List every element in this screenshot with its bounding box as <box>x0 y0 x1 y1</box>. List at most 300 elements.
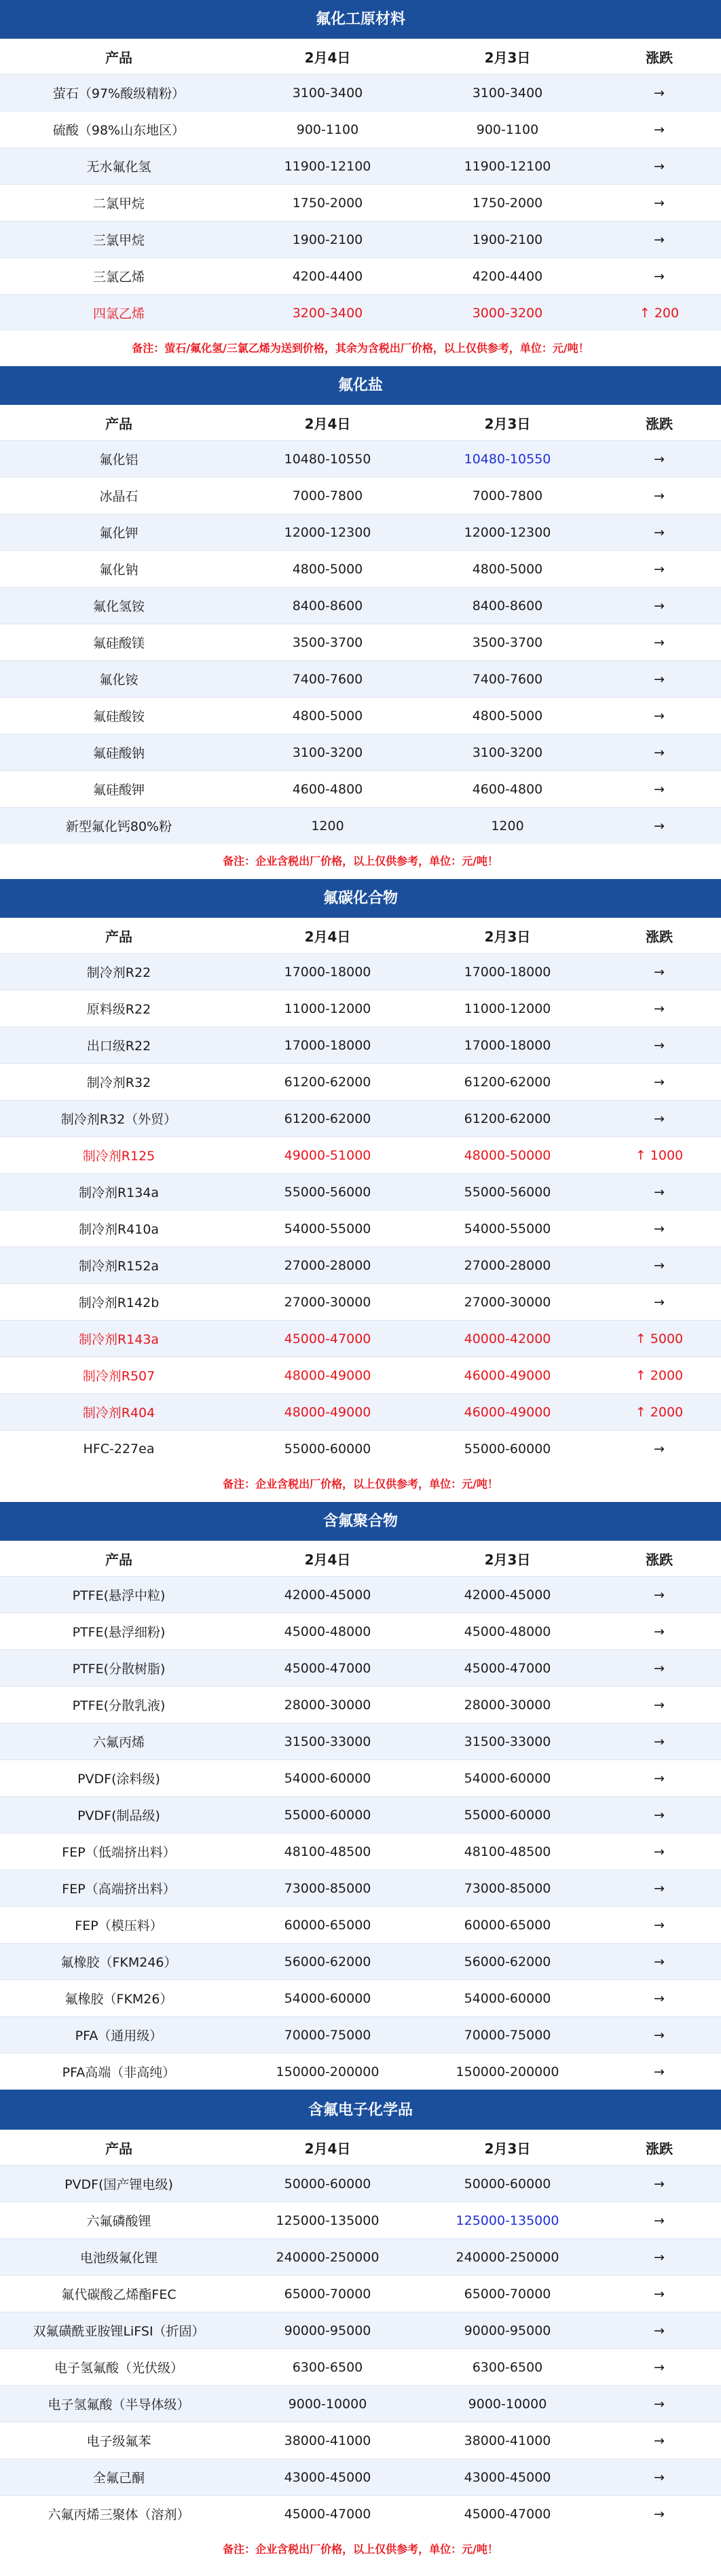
table-row <box>0 1687 721 1723</box>
product-name: 全氟己酮 <box>0 2459 238 2496</box>
price-date-2: 1200 <box>418 808 597 844</box>
table-row <box>0 1833 721 1870</box>
table-row <box>0 1357 721 1394</box>
header-change: 涨跌 <box>646 415 673 432</box>
price-date-2: 45000-48000 <box>418 1613 597 1650</box>
price-date-2: 54000-55000 <box>418 1211 597 1247</box>
header-change: 涨跌 <box>646 1551 673 1568</box>
price-change: → <box>597 2422 721 2459</box>
price-date-2: 125000-135000 <box>418 2202 597 2239</box>
price-date-2: 65000-70000 <box>418 2276 597 2312</box>
price-change: → <box>597 1980 721 2017</box>
price-date-2: 17000-18000 <box>418 954 597 990</box>
price-date-1: 27000-30000 <box>238 1284 418 1321</box>
price-date-2: 900-1100 <box>418 111 597 148</box>
price-date-2: 1900-2100 <box>418 221 597 258</box>
table-row <box>0 954 721 990</box>
price-date-1: 49000-51000 <box>238 1137 418 1174</box>
price-change: → <box>597 1687 721 1723</box>
price-date-2: 11000-12000 <box>418 990 597 1027</box>
table-row <box>0 2496 721 2533</box>
product-name: 硫酸（98%山东地区） <box>0 111 238 148</box>
table-row <box>0 148 721 185</box>
price-date-1: 900-1100 <box>238 111 418 148</box>
product-name: 氟橡胶（FKM246） <box>0 1944 238 1980</box>
table-row <box>0 111 721 148</box>
price-change: → <box>597 2054 721 2090</box>
price-date-2: 60000-65000 <box>418 1907 597 1944</box>
price-date-2: 27000-30000 <box>418 1284 597 1321</box>
price-change: → <box>597 2202 721 2239</box>
section-title: 含氟聚合物 <box>0 1502 721 1541</box>
price-date-1: 61200-62000 <box>238 1101 418 1137</box>
price-date-1: 4800-5000 <box>238 698 418 734</box>
price-change: → <box>597 2349 721 2386</box>
header-row <box>0 405 721 441</box>
table-row <box>0 1650 721 1687</box>
header-product: 产品 <box>105 415 132 432</box>
price-change: → <box>597 258 721 295</box>
price-date-2: 45000-47000 <box>418 2496 597 2533</box>
product-name: 萤石（97%酸级精粉） <box>0 75 238 111</box>
price-change: → <box>597 2459 721 2496</box>
product-name: PTFE(悬浮细粉) <box>0 1613 238 1650</box>
price-date-2: 4800-5000 <box>418 551 597 588</box>
price-date-1: 7400-7600 <box>238 661 418 698</box>
table-row <box>0 2349 721 2386</box>
price-date-1: 45000-48000 <box>238 1613 418 1650</box>
price-date-1: 17000-18000 <box>238 1027 418 1064</box>
product-name: PTFE(悬浮中粒) <box>0 1577 238 1613</box>
table-row <box>0 185 721 221</box>
price-date-2: 240000-250000 <box>418 2239 597 2276</box>
product-name: 氟硅酸铵 <box>0 698 238 734</box>
price-change: → <box>597 1577 721 1613</box>
header-product: 产品 <box>105 49 132 66</box>
price-date-1: 56000-62000 <box>238 1944 418 1980</box>
table-row <box>0 1137 721 1174</box>
price-date-2: 28000-30000 <box>418 1687 597 1723</box>
table-row <box>0 1907 721 1944</box>
table-row <box>0 1284 721 1321</box>
price-date-2: 31500-33000 <box>418 1723 597 1760</box>
price-change: → <box>597 588 721 624</box>
price-date-2: 4200-4400 <box>418 258 597 295</box>
section-note: 备注：企业含税出厂价格，以上仅供参考，单位：元/吨！ <box>0 844 721 879</box>
price-date-2: 54000-60000 <box>418 1760 597 1797</box>
product-name: 氟化铝 <box>0 441 238 478</box>
price-date-1: 10480-10550 <box>238 441 418 478</box>
price-date-2: 6300-6500 <box>418 2349 597 2386</box>
price-table <box>0 1541 721 2090</box>
price-table <box>0 405 721 844</box>
product-name: HFC-227ea <box>0 1431 238 1467</box>
product-name: 氟硅酸镁 <box>0 624 238 661</box>
price-date-1: 125000-135000 <box>238 2202 418 2239</box>
price-date-2: 42000-45000 <box>418 1577 597 1613</box>
table-row <box>0 1723 721 1760</box>
price-date-1: 70000-75000 <box>238 2017 418 2054</box>
table-row <box>0 624 721 661</box>
price-date-1: 48000-49000 <box>238 1394 418 1431</box>
section-title: 氟化盐 <box>0 366 721 405</box>
product-name: 氟橡胶（FKM26） <box>0 1980 238 2017</box>
price-date-2: 48100-48500 <box>418 1833 597 1870</box>
product-name: 制冷剂R507 <box>0 1357 238 1394</box>
price-date-1: 65000-70000 <box>238 2276 418 2312</box>
price-date-1: 60000-65000 <box>238 1907 418 1944</box>
table-row <box>0 2422 721 2459</box>
price-change: → <box>597 661 721 698</box>
price-change: → <box>597 2386 721 2422</box>
price-date-2: 7400-7600 <box>418 661 597 698</box>
table-row <box>0 808 721 844</box>
price-date-2: 43000-45000 <box>418 2459 597 2496</box>
header-date-2: 2月3日 <box>484 49 531 66</box>
price-date-1: 55000-60000 <box>238 1431 418 1467</box>
section-title: 氟碳化合物 <box>0 879 721 918</box>
product-name: FEP（低端挤出料） <box>0 1833 238 1870</box>
price-change: → <box>597 551 721 588</box>
price-date-2: 48000-50000 <box>418 1137 597 1174</box>
price-table <box>0 2130 721 2532</box>
section-note: 备注：企业含税出厂价格，以上仅供参考，单位：元/吨！ <box>0 2532 721 2567</box>
price-date-1: 38000-41000 <box>238 2422 418 2459</box>
price-change: → <box>597 1284 721 1321</box>
price-change: → <box>597 1211 721 1247</box>
price-change: → <box>597 698 721 734</box>
table-row <box>0 2312 721 2349</box>
price-date-2: 4800-5000 <box>418 698 597 734</box>
price-date-1: 3100-3400 <box>238 75 418 111</box>
table-row <box>0 1064 721 1101</box>
header-date-1: 2月4日 <box>304 415 351 432</box>
price-change: → <box>597 2239 721 2276</box>
price-date-2: 9000-10000 <box>418 2386 597 2422</box>
header-date-2: 2月3日 <box>484 415 531 432</box>
price-change: → <box>597 2166 721 2202</box>
price-change: → <box>597 734 721 771</box>
price-change: → <box>597 1174 721 1211</box>
price-date-1: 12000-12300 <box>238 514 418 551</box>
table-row <box>0 1760 721 1797</box>
price-date-1: 45000-47000 <box>238 1321 418 1357</box>
price-date-2: 55000-60000 <box>418 1431 597 1467</box>
price-change: ↑ 5000 <box>597 1321 721 1357</box>
price-date-1: 1200 <box>238 808 418 844</box>
product-name: PVDF(涂料级) <box>0 1760 238 1797</box>
product-name: 氟硅酸钠 <box>0 734 238 771</box>
product-name: 制冷剂R32（外贸） <box>0 1101 238 1137</box>
table-row <box>0 1174 721 1211</box>
product-name: PVDF(国产锂电级) <box>0 2166 238 2202</box>
price-date-1: 55000-56000 <box>238 1174 418 1211</box>
section-note: 备注：萤石/氟化氢/三氯乙烯为送到价格，其余为含税出厂价格，以上仅供参考，单位：元/吨！ <box>0 331 721 366</box>
header-change: 涨跌 <box>646 2140 673 2157</box>
table-row <box>0 2054 721 2090</box>
price-date-1: 11900-12100 <box>238 148 418 185</box>
header-date-2: 2月3日 <box>484 928 531 945</box>
product-name: 制冷剂R404 <box>0 1394 238 1431</box>
table-row <box>0 1944 721 1980</box>
price-date-1: 45000-47000 <box>238 2496 418 2533</box>
price-date-1: 42000-45000 <box>238 1577 418 1613</box>
price-date-2: 90000-95000 <box>418 2312 597 2349</box>
price-date-1: 3500-3700 <box>238 624 418 661</box>
price-date-2: 55000-60000 <box>418 1797 597 1833</box>
price-date-1: 1900-2100 <box>238 221 418 258</box>
product-name: 氟代碳酸乙烯酯FEC <box>0 2276 238 2312</box>
table-row <box>0 478 721 514</box>
price-change: → <box>597 771 721 808</box>
header-change: 涨跌 <box>646 928 673 945</box>
product-name: 制冷剂R125 <box>0 1137 238 1174</box>
price-date-2: 3500-3700 <box>418 624 597 661</box>
price-change: → <box>597 2496 721 2533</box>
price-date-2: 70000-75000 <box>418 2017 597 2054</box>
product-name: 六氟丙烯 <box>0 1723 238 1760</box>
price-date-1: 27000-28000 <box>238 1247 418 1284</box>
product-name: 冰晶石 <box>0 478 238 514</box>
price-section <box>0 879 721 1502</box>
product-name: 电子氢氟酸（光伏级） <box>0 2349 238 2386</box>
price-change: → <box>597 185 721 221</box>
price-change: → <box>597 1870 721 1907</box>
product-name: PVDF(制品级) <box>0 1797 238 1833</box>
product-name: 氟化钠 <box>0 551 238 588</box>
price-date-1: 48100-48500 <box>238 1833 418 1870</box>
price-date-1: 7000-7800 <box>238 478 418 514</box>
table-row <box>0 1321 721 1357</box>
header-date-1: 2月4日 <box>304 2140 351 2157</box>
price-date-2: 1750-2000 <box>418 185 597 221</box>
product-name: 六氟丙烯三聚体（溶剂） <box>0 2496 238 2533</box>
table-row <box>0 1027 721 1064</box>
product-name: FEP（模压料） <box>0 1907 238 1944</box>
price-date-1: 54000-60000 <box>238 1760 418 1797</box>
product-name: 制冷剂R410a <box>0 1211 238 1247</box>
price-date-2: 46000-49000 <box>418 1357 597 1394</box>
product-name: 制冷剂R134a <box>0 1174 238 1211</box>
price-change: → <box>597 75 721 111</box>
price-date-2: 10480-10550 <box>418 441 597 478</box>
price-change: → <box>597 1944 721 1980</box>
price-date-1: 28000-30000 <box>238 1687 418 1723</box>
price-date-1: 90000-95000 <box>238 2312 418 2349</box>
section-title: 氟化工原材料 <box>0 0 721 39</box>
header-date-1: 2月4日 <box>304 49 351 66</box>
product-name: 制冷剂R32 <box>0 1064 238 1101</box>
price-date-2: 46000-49000 <box>418 1394 597 1431</box>
product-name: 三氯乙烯 <box>0 258 238 295</box>
price-section <box>0 366 721 879</box>
product-name: FEP（高端挤出料） <box>0 1870 238 1907</box>
product-name: PTFE(分散树脂) <box>0 1650 238 1687</box>
price-change: → <box>597 514 721 551</box>
table-row <box>0 514 721 551</box>
header-product: 产品 <box>105 2140 132 2157</box>
table-row <box>0 1431 721 1467</box>
price-change: ↑ 2000 <box>597 1394 721 1431</box>
price-date-2: 7000-7800 <box>418 478 597 514</box>
price-date-1: 1750-2000 <box>238 185 418 221</box>
price-change: → <box>597 111 721 148</box>
header-row <box>0 39 721 75</box>
price-date-2: 3000-3200 <box>418 295 597 332</box>
table-row <box>0 1613 721 1650</box>
table-row <box>0 1211 721 1247</box>
price-date-2: 3100-3200 <box>418 734 597 771</box>
table-row <box>0 258 721 295</box>
price-change: → <box>597 2017 721 2054</box>
price-change: → <box>597 624 721 661</box>
table-row <box>0 75 721 111</box>
price-change: → <box>597 2312 721 2349</box>
price-date-2: 8400-8600 <box>418 588 597 624</box>
price-date-2: 150000-200000 <box>418 2054 597 2090</box>
price-date-1: 150000-200000 <box>238 2054 418 2090</box>
table-row <box>0 734 721 771</box>
price-change: ↑ 1000 <box>597 1137 721 1174</box>
price-date-1: 3200-3400 <box>238 295 418 332</box>
table-row <box>0 441 721 478</box>
price-date-2: 38000-41000 <box>418 2422 597 2459</box>
price-date-1: 54000-60000 <box>238 1980 418 2017</box>
price-date-1: 54000-55000 <box>238 1211 418 1247</box>
product-name: PFA高端（非高纯） <box>0 2054 238 2090</box>
product-name: 电池级氟化锂 <box>0 2239 238 2276</box>
price-date-2: 17000-18000 <box>418 1027 597 1064</box>
price-change: → <box>597 1760 721 1797</box>
price-change: → <box>597 954 721 990</box>
table-row <box>0 1101 721 1137</box>
table-row <box>0 221 721 258</box>
price-table <box>0 918 721 1467</box>
price-change: → <box>597 478 721 514</box>
table-row <box>0 1394 721 1431</box>
header-date-1: 2月4日 <box>304 1551 351 1568</box>
product-name: 无水氟化氢 <box>0 148 238 185</box>
price-date-2: 54000-60000 <box>418 1980 597 2017</box>
price-date-1: 43000-45000 <box>238 2459 418 2496</box>
price-change: → <box>597 1723 721 1760</box>
table-row <box>0 2017 721 2054</box>
price-change: → <box>597 1431 721 1467</box>
product-name: 三氯甲烷 <box>0 221 238 258</box>
price-date-2: 40000-42000 <box>418 1321 597 1357</box>
price-change: → <box>597 1650 721 1687</box>
product-name: 氟硅酸钾 <box>0 771 238 808</box>
price-date-1: 4800-5000 <box>238 551 418 588</box>
product-name: PFA（通用级） <box>0 2017 238 2054</box>
header-row <box>0 2130 721 2166</box>
product-name: 制冷剂R143a <box>0 1321 238 1357</box>
header-product: 产品 <box>105 1551 132 1568</box>
price-change: → <box>597 1247 721 1284</box>
price-date-1: 31500-33000 <box>238 1723 418 1760</box>
price-change: → <box>597 990 721 1027</box>
price-date-1: 9000-10000 <box>238 2386 418 2422</box>
price-date-2: 61200-62000 <box>418 1064 597 1101</box>
price-change: → <box>597 1833 721 1870</box>
section-title: 含氟电子化学品 <box>0 2091 721 2130</box>
table-row <box>0 295 721 332</box>
table-row <box>0 698 721 734</box>
price-date-1: 73000-85000 <box>238 1870 418 1907</box>
price-date-2: 4600-4800 <box>418 771 597 808</box>
price-table <box>0 39 721 331</box>
price-change: → <box>597 1613 721 1650</box>
price-section <box>0 1502 721 2091</box>
price-section <box>0 2091 721 2567</box>
table-row <box>0 551 721 588</box>
price-change: ↑ 2000 <box>597 1357 721 1394</box>
table-row <box>0 1247 721 1284</box>
price-section <box>0 0 721 366</box>
header-row <box>0 1541 721 1577</box>
product-name: 新型氟化钙80%粉 <box>0 808 238 844</box>
table-row <box>0 2239 721 2276</box>
header-change: 涨跌 <box>646 49 673 66</box>
price-date-1: 50000-60000 <box>238 2166 418 2202</box>
price-date-1: 3100-3200 <box>238 734 418 771</box>
price-date-1: 45000-47000 <box>238 1650 418 1687</box>
price-change: → <box>597 441 721 478</box>
price-date-2: 50000-60000 <box>418 2166 597 2202</box>
table-row <box>0 1980 721 2017</box>
product-name: 氟化氢铵 <box>0 588 238 624</box>
product-name: 电子氢氟酸（半导体级） <box>0 2386 238 2422</box>
product-name: 六氟磷酸锂 <box>0 2202 238 2239</box>
price-change: → <box>597 148 721 185</box>
header-date-2: 2月3日 <box>484 1551 531 1568</box>
price-date-2: 45000-47000 <box>418 1650 597 1687</box>
price-date-1: 4600-4800 <box>238 771 418 808</box>
table-row <box>0 588 721 624</box>
price-date-2: 3100-3400 <box>418 75 597 111</box>
table-row <box>0 990 721 1027</box>
product-name: 氟化钾 <box>0 514 238 551</box>
section-note: 备注：企业含税出厂价格，以上仅供参考，单位：元/吨！ <box>0 1467 721 1502</box>
product-name: 制冷剂R152a <box>0 1247 238 1284</box>
price-change: ↑ 200 <box>597 295 721 332</box>
price-date-2: 61200-62000 <box>418 1101 597 1137</box>
price-change: → <box>597 1907 721 1944</box>
price-date-2: 73000-85000 <box>418 1870 597 1907</box>
price-date-2: 27000-28000 <box>418 1247 597 1284</box>
product-name: 氟化铵 <box>0 661 238 698</box>
header-date-2: 2月3日 <box>484 2140 531 2157</box>
product-name: 二氯甲烷 <box>0 185 238 221</box>
table-row <box>0 771 721 808</box>
price-date-2: 55000-56000 <box>418 1174 597 1211</box>
price-date-1: 11000-12000 <box>238 990 418 1027</box>
price-change: → <box>597 1797 721 1833</box>
table-row <box>0 1797 721 1833</box>
table-row <box>0 2166 721 2202</box>
table-row <box>0 1870 721 1907</box>
table-row <box>0 2276 721 2312</box>
product-name: PTFE(分散乳液) <box>0 1687 238 1723</box>
price-change: → <box>597 2276 721 2312</box>
price-date-1: 4200-4400 <box>238 258 418 295</box>
product-name: 双氟磺酰亚胺锂LiFSI（折固） <box>0 2312 238 2349</box>
price-date-1: 240000-250000 <box>238 2239 418 2276</box>
product-name: 制冷剂R142b <box>0 1284 238 1321</box>
table-row <box>0 2386 721 2422</box>
price-change: → <box>597 221 721 258</box>
price-date-2: 11900-12100 <box>418 148 597 185</box>
